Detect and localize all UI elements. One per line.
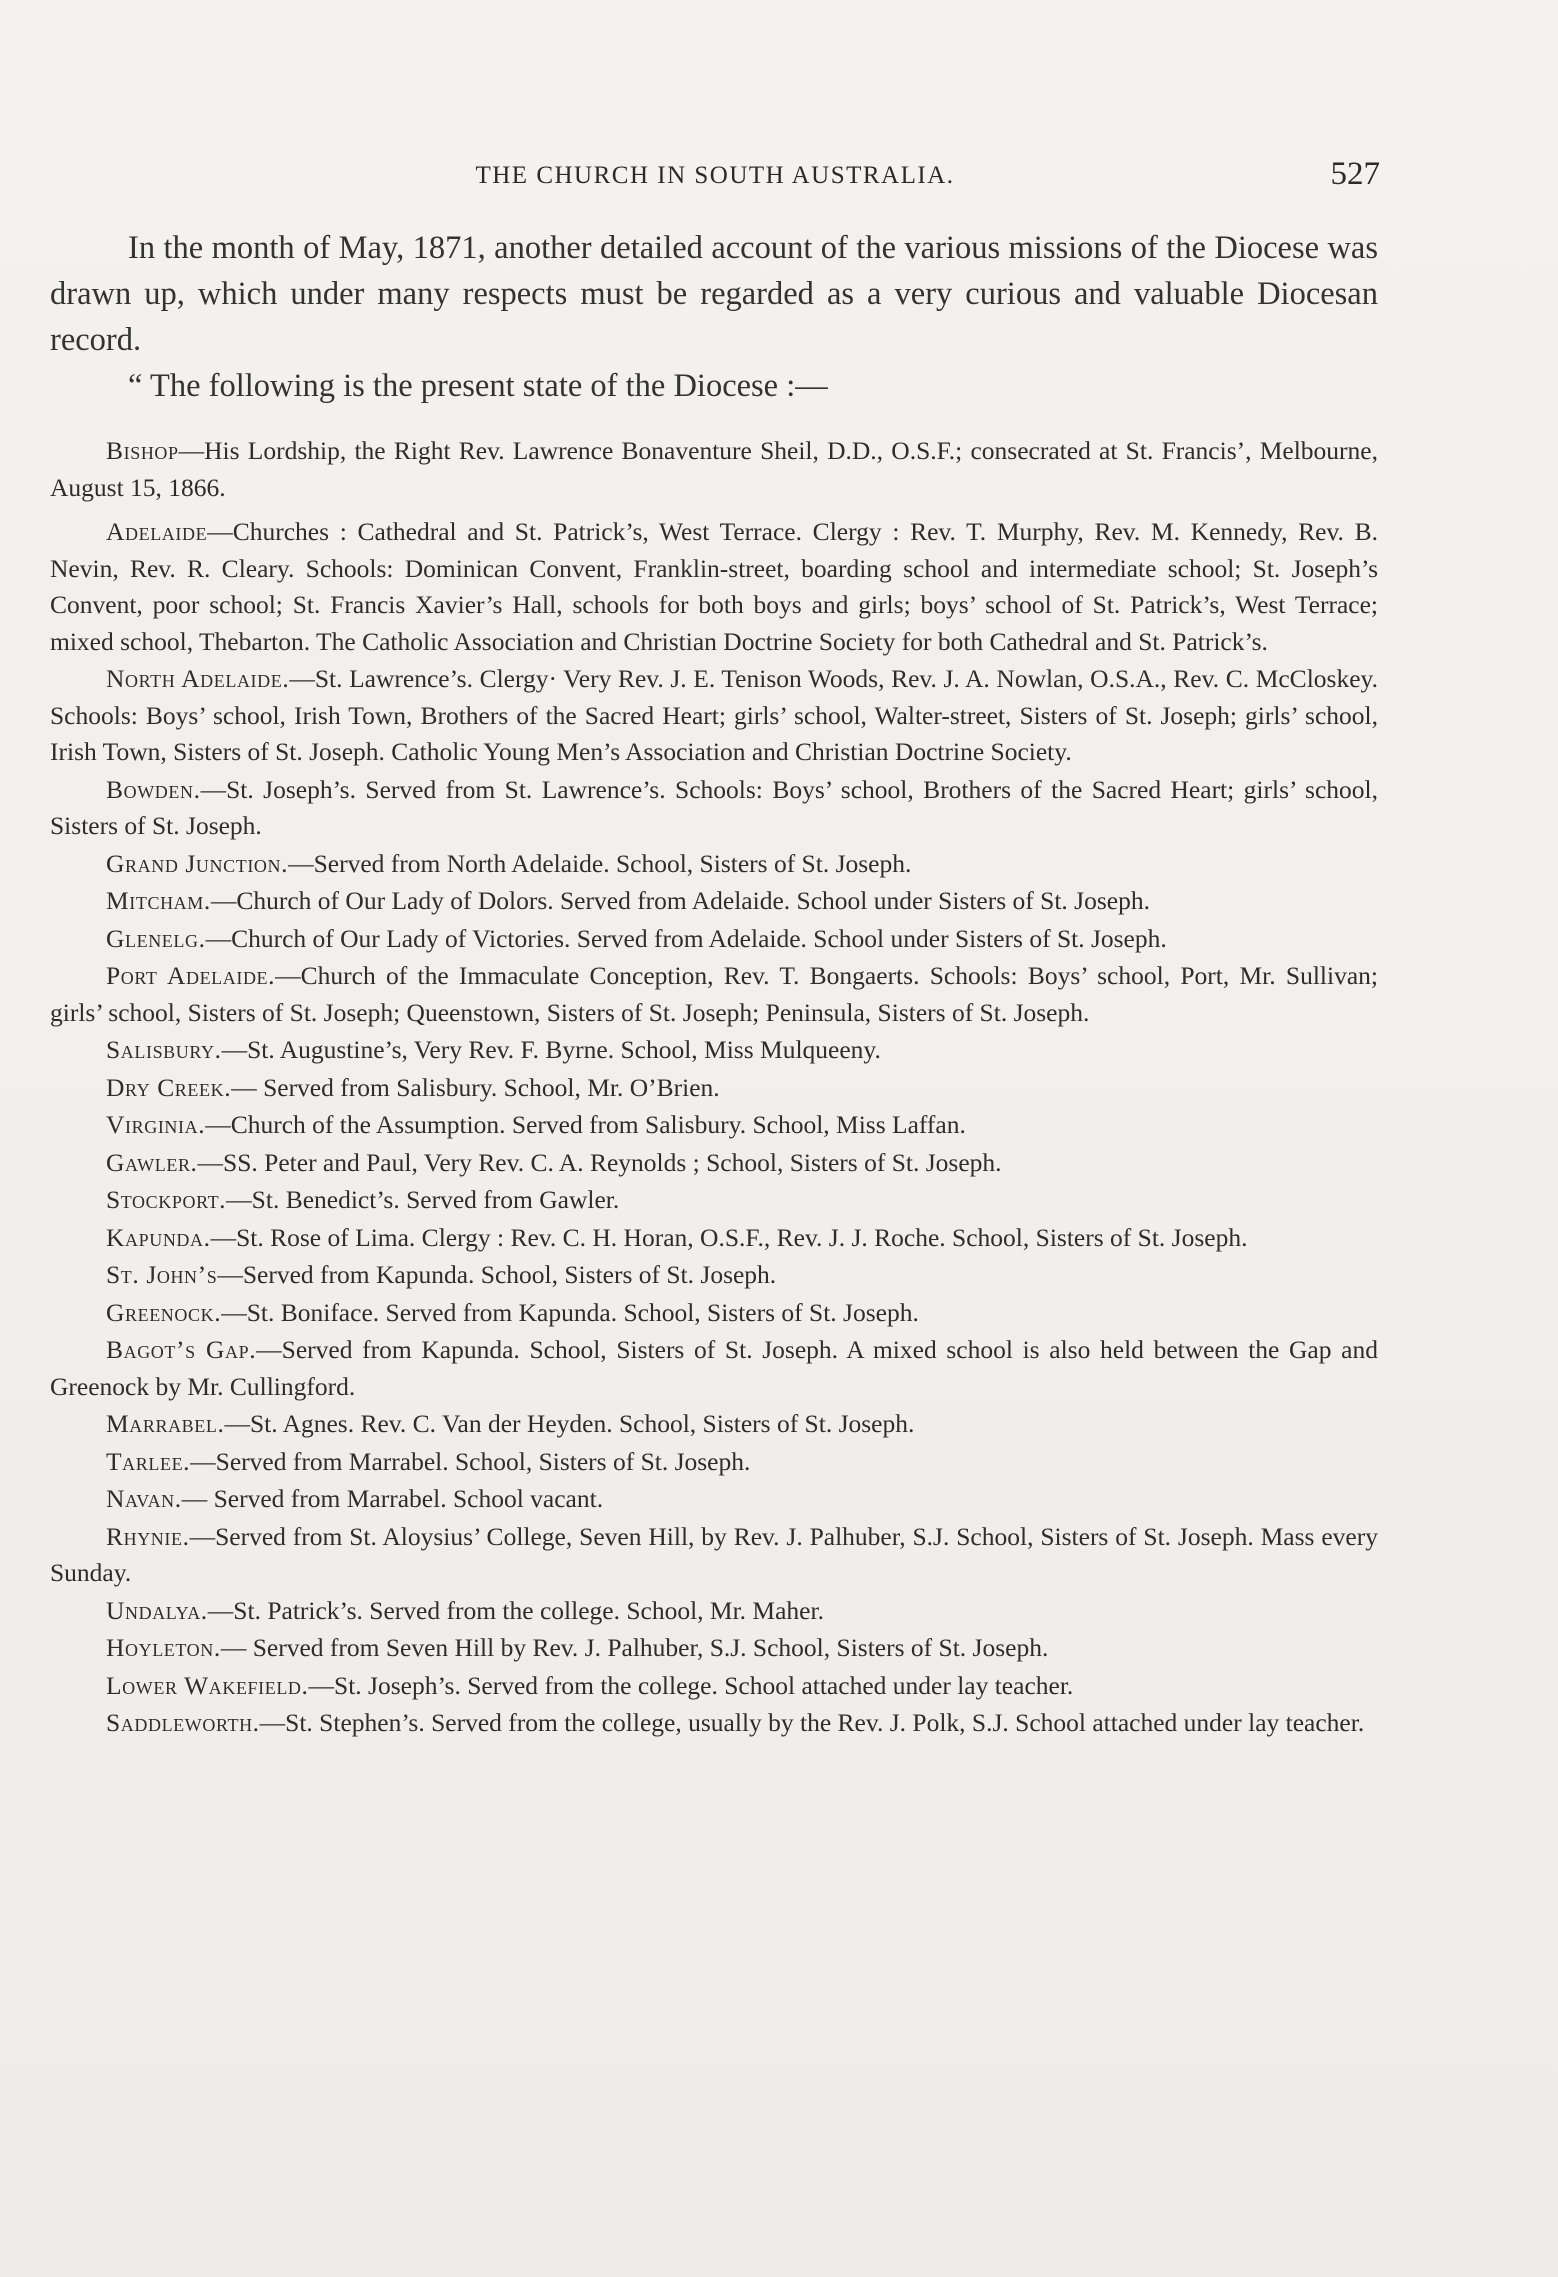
entry-name: Bowden. — [106, 774, 201, 804]
entry-name: Rhynie. — [106, 1521, 190, 1551]
entry-name: Marrabel. — [106, 1409, 225, 1438]
entry-port-adelaide — [50, 958, 1378, 1031]
intro-paragraph: In the month of May, 1871, another detailed account of the various missions of the Diocese was drawn up, which under many respects must be regarded as a very curious and valuable Diocesan record. — [50, 230, 1378, 358]
entry-text: —St. Patrick’s. Served from the college. School, Mr. Maher. — [207, 1595, 824, 1625]
entry-text: —SS. Peter and Paul, Very Rev. C. A. Reynolds ; School, Sisters of St. Joseph. — [197, 1147, 1002, 1177]
entry-kapunda — [50, 1220, 1378, 1257]
entry-text: —Church of the Assumption. Served from Salisbury. School, Miss Laffan. — [205, 1110, 966, 1139]
entry-glenelg — [50, 921, 1378, 958]
entry-name: Navan. — [106, 1484, 182, 1513]
entry-name: Kapunda. — [106, 1222, 211, 1252]
entry-name: Salisbury. — [106, 1035, 222, 1064]
entry-text: —Served from St. Aloysius’ College, Seven Hill, by Rev. J. Palhuber, S.J. School, Sisters of St. Joseph. Mass every Sunday. — [50, 1521, 1378, 1587]
entry-name: Undalya. — [106, 1595, 208, 1625]
entry-text: —Served from Kapunda. School, Sisters of St. Joseph. — [217, 1260, 777, 1289]
entry-name: Glenelg. — [106, 923, 206, 953]
entry-greenock — [50, 1295, 1378, 1332]
entry-text: —Churches : Cathedral and St. Patrick’s, West Terrace. Clergy : Rev. T. Murphy, Rev. M. Kennedy, Rev. B. Nevin, Rev. R. Cleary. Schools: Dominican Convent, Franklin-street, boarding school and intermediate school; St. Joseph’s Convent, poor school; St. Francis Xavier’s Hall, schools for both boys and girls; boys’ school of St. Patrick’s, West Terrace; mixed school, Thebarton. The Catholic Association and Christian Doctrine Society for both Cathedral and St. Patrick’s. — [50, 517, 1378, 656]
entry-name: North Adelaide. — [106, 664, 290, 693]
diocese-entries — [50, 433, 1378, 1742]
entry-text: —His Lordship, the Right Rev. Lawrence Bonaventure Sheil, D.D., O.S.F.; consecrated at St. Francis’, Melbourne, August 15, 1866. — [50, 436, 1378, 502]
entry-virginia — [50, 1107, 1378, 1144]
entry-name: Mitcham. — [106, 886, 211, 915]
entry-name: Adelaide — [106, 517, 208, 546]
entry-name: Saddleworth. — [106, 1708, 260, 1737]
entry-name: Port Adelaide. — [106, 961, 276, 990]
entry-st-johns — [50, 1257, 1378, 1294]
entry-marrabel — [50, 1406, 1378, 1443]
entry-lower-wakefield — [50, 1668, 1378, 1705]
entry-text: —St. Stephen’s. Served from the college, usually by the Rev. J. Polk, S.J. School attached under lay teacher. — [259, 1708, 1365, 1737]
entry-dry-creek — [50, 1070, 1378, 1107]
entry-text: —Served from Kapunda. School, Sisters of St. Joseph. A mixed school is also held between the Gap and Greenock by Mr. Cullingford. — [50, 1335, 1378, 1401]
entry-text: — Served from Marrabel. School vacant. — [181, 1484, 604, 1513]
entry-text: — Served from Seven Hill by Rev. J. Palhuber, S.J. School, Sisters of St. Joseph. — [220, 1633, 1049, 1662]
entry-name: Dry Creek. — [106, 1072, 232, 1102]
entry-name: Gawler. — [106, 1147, 198, 1177]
entry-name: Bagot’s Gap. — [106, 1335, 257, 1364]
quote-line: “ The following is the present state of the Diocese :— — [128, 368, 828, 404]
entry-name: Hoyleton. — [106, 1633, 221, 1662]
entry-text: —Served from North Adelaide. School, Sisters of St. Joseph. — [288, 848, 912, 878]
entry-tarlee — [50, 1444, 1378, 1481]
entry-name: Virginia. — [106, 1110, 206, 1139]
entry-saddleworth — [50, 1705, 1378, 1742]
page-number: 527 — [1330, 156, 1380, 192]
entry-bishop — [50, 433, 1378, 506]
entry-navan — [50, 1481, 1378, 1518]
entry-text: —St. Augustine’s, Very Rev. F. Byrne. School, Miss Mulqueeny. — [221, 1035, 881, 1064]
entry-name: Grand Junction. — [106, 848, 289, 878]
entry-text: —St. Joseph’s. Served from the college. School attached under lay teacher. — [308, 1670, 1074, 1700]
running-title: THE CHURCH IN SOUTH AUSTRALIA. — [475, 162, 955, 189]
entry-name: Lower Wakefield. — [106, 1670, 309, 1700]
entry-text: —St. Boniface. Served from Kapunda. School, Sisters of St. Joseph. — [221, 1297, 919, 1327]
entry-rhynie — [50, 1519, 1378, 1592]
entry-name: Greenock. — [106, 1297, 222, 1327]
entry-text: —St. Lawrence’s. Clergy· Very Rev. J. E. Tenison Woods, Rev. J. A. Nowlan, O.S.A., Rev. C. McCloskey. Schools: Boys’ school, Irish Town, Brothers of the Sacred Heart; girls’ school, Walter-street, Sisters of St. Joseph; girls’ school, Irish Town, Sisters of St. Joseph. Catholic Young Men’s Association and Christian Doctrine Society. — [50, 664, 1378, 766]
entry-gawler — [50, 1145, 1378, 1182]
entry-name: Bishop — [106, 436, 179, 465]
entry-stockport — [50, 1182, 1378, 1219]
entry-bowden — [50, 772, 1378, 845]
entry-name: Tarlee. — [106, 1446, 191, 1476]
page-header — [50, 156, 1380, 196]
entry-north-adelaide — [50, 661, 1378, 771]
entry-name: Stockport. — [106, 1185, 227, 1214]
entry-text: —Church of Our Lady of Victories. Served from Adelaide. School under Sisters of St. Joseph. — [205, 923, 1167, 953]
entry-bagots-gap — [50, 1332, 1378, 1405]
entry-undalya — [50, 1593, 1378, 1630]
entry-text: —St. Rose of Lima. Clergy : Rev. C. H. Horan, O.S.F., Rev. J. J. Roche. School, Sisters of St. Joseph. — [210, 1222, 1248, 1252]
entry-text: —Church of Our Lady of Dolors. Served from Adelaide. School under Sisters of St. Joseph. — [210, 886, 1150, 915]
entry-grand-junction — [50, 846, 1378, 883]
entry-salisbury — [50, 1032, 1378, 1069]
entry-mitcham — [50, 883, 1378, 920]
entry-adelaide — [50, 514, 1378, 660]
entry-text: —St. Benedict’s. Served from Gawler. — [226, 1185, 620, 1214]
entry-text: —St. Agnes. Rev. C. Van der Heyden. School, Sisters of St. Joseph. — [224, 1409, 915, 1438]
entry-text: —St. Joseph’s. Served from St. Lawrence’s. Schools: Boys’ school, Brothers of the Sacred Heart; girls’ school, Sisters of St. Joseph. — [50, 774, 1378, 840]
entry-text: —Served from Marrabel. School, Sisters of St. Joseph. — [190, 1446, 751, 1476]
entry-name: St. John’s — [106, 1260, 218, 1289]
entry-text: — Served from Salisbury. School, Mr. O’Brien. — [231, 1072, 720, 1102]
entry-text: —Church of the Immaculate Conception, Rev. T. Bongaerts. Schools: Boys’ school, Port, Mr. Sullivan; girls’ school, Sisters of St. Joseph; Queenstown, Sisters of St. Joseph; Peninsula, Sisters of St. Joseph. — [50, 961, 1378, 1027]
entry-hoyleton — [50, 1630, 1378, 1667]
page-body — [50, 225, 1378, 1743]
